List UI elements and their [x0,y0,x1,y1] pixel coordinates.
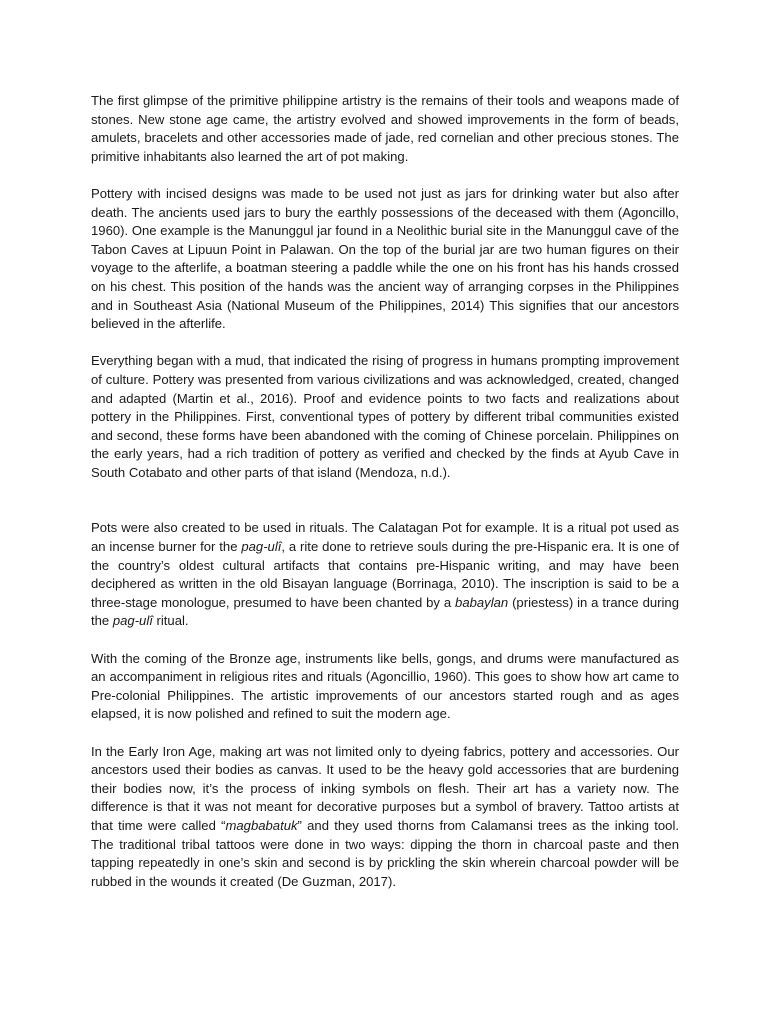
paragraph-stone-age-artistry [91,92,679,166]
paragraph-pottery-burial-jars [91,185,679,334]
paragraph-text: (priestess) in a trance during the [91,594,679,629]
document-page [91,92,679,910]
paragraph-text: In the Early Iron Age, making art was not limited only to dyeing fabrics, pottery and accessories. Our ancestors used their bodies as canvas. It used to be the heavy gold accessories that are burdening their bodies now, it’s the process of inking symbols on flesh. Their art has a variety now. The difference is that it was not meant for decorative purposes but a symbol of bravery. Tattoo artists at that time were called “ [91,743,679,833]
paragraph-text: With the coming of the Bronze age, instruments like bells, gongs, and drums were manufactured as an accompaniment in religious rites and rituals (Agoncillio, 1960). This goes to show how art came to Pre-colonial Philippines. The artistic improvements of our ancestors started rough and as ages elapsed, it is now polished and refined to suit the modern age. [91,650,679,722]
paragraph-text: ritual. [152,613,189,629]
italic-term: magbabatuk [225,817,298,833]
paragraph-text: , a rite done to retrieve souls during the pre-Hispanic era. It is one of the country’s oldest cultural artifacts that contains pre-Hispanic writing, and may have been deciphered as written in the old Bisayan language (Borrinaga, 2010). The inscription is said to be a three-stage monologue, presumed to have been chanted by a [91,539,679,610]
paragraph-text: ” and they used thorns from Calamansi trees as the inking tool. The traditional tribal tattoos were done in two ways: dipping the thorn in charcoal paste and then tapping repeatedly in one’s skin and second is by prickling the skin wherein charcoal powder will be rubbed in the wounds it created (De Guzman, 2017). [91,817,679,889]
italic-term: babaylan [455,594,509,610]
paragraph-text: Everything began with a mud, that indicated the rising of progress in humans prompting improvement of culture. Pottery was presented from various civilizations and was acknowledged, created, changed and adapted (Martin et al., 2016). Proof and evidence points to two facts and realizations about pottery in the Philippines. First, conventional types of pottery by different tribal communities existed and second, these forms have been abandoned with the coming of Chinese porcelain. Philippines on the early years, had a rich tradition of pottery as verified and checked by the finds at Ayub Cave in South Cotabato and other parts of that island (Mendoza, n.d.). [91,353,679,480]
italic-term: pag-ulî [241,539,282,555]
paragraph-bronze-age [91,650,679,724]
paragraph-ritual-pots [91,519,679,631]
paragraph-iron-age-tattoos [91,743,679,892]
paragraph-pottery-traditions [91,352,679,482]
paragraph-text: Pottery with incised designs was made to be used not just as jars for drinking water but also after death. The ancients used jars to bury the earthly possessions of the deceased with them (Agoncillo, 1960). One example is the Manunggul jar found in a Neolithic burial site in the Manunggul cave of the Tabon Caves at Lipuun Point in Palawan. On the top of the burial jar are two human figures on their voyage to the afterlife, a boatman steering a paddle while the one on his front has his hands crossed on his chest. This position of the hands was the ancient way of arranging corpses in the Philippines and in Southeast Asia (National Museum of the Philippines, 2014) This signifies that our ancestors believed in the afterlife. [91,185,679,332]
italic-term: pag-ulî [112,613,153,629]
paragraph-text: The first glimpse of the primitive philippine artistry is the remains of their tools and weapons made of stones. New stone age came, the artistry evolved and showed improvements in the form of beads, amulets, bracelets and other accessories made of jade, red cornelian and other precious stones. The primitive inhabitants also learned the art of pot making. [91,93,679,164]
paragraph-text: Pots were also created to be used in rituals. The Calatagan Pot for example. It is a ritual pot used as an incense burner for the [91,520,679,555]
